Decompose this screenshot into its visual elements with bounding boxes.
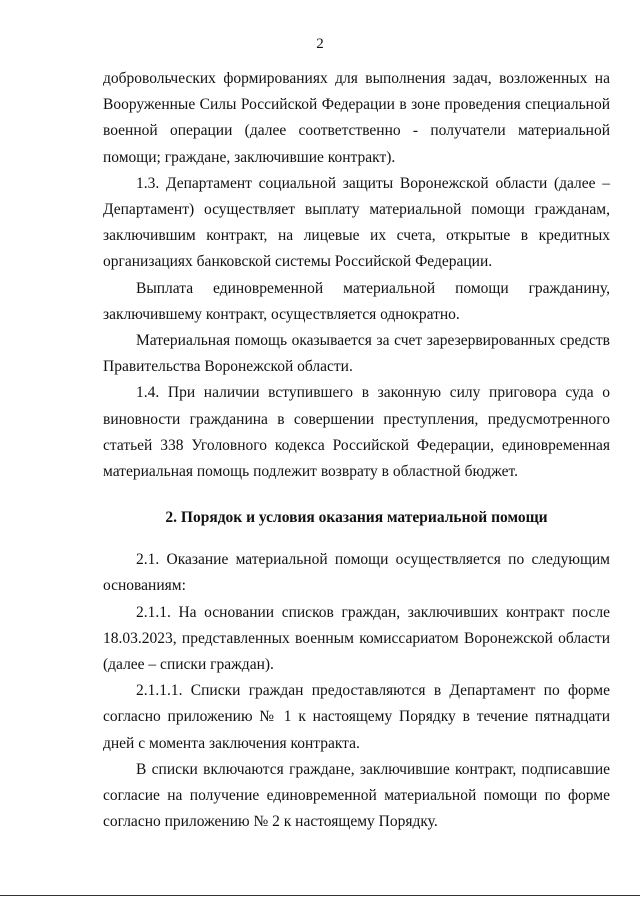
bottom-divider bbox=[0, 895, 640, 896]
section-heading: 2. Порядок и условия оказания материальной помощи bbox=[165, 509, 548, 527]
paragraph-1-3: 1.3. Департамент социальной защиты Воронежской области (далее – Департамент) осуществляет выплату материальной помощи гражданам, заключившим контракт, на лицевые их счета, открытые в кредитных организациях банковской системы Российской Федерации. bbox=[103, 174, 610, 271]
page-number: 2 bbox=[316, 36, 324, 52]
paragraph-2-1-1: 2.1.1. На основании списков граждан, заключивших контракт после 18.03.2023, представленных военным комиссариатом Воронежской области (далее – списки граждан). bbox=[103, 603, 610, 674]
paragraph-lump-sum-payment: Выплата единовременной материальной помощи гражданину, заключившему контракт, осуществляется однократно. bbox=[103, 279, 610, 323]
paragraph-1-4: 1.4. При наличии вступившего в законную силу приговора суда о виновности гражданина в совершении преступления, предусмотренного статьей 338 Уголовного кодекса Российской Федерации, единовременная материальная помощь подлежит возврату в областной бюджет. bbox=[103, 384, 610, 481]
document-body bbox=[103, 66, 610, 835]
paragraph-continuation: добровольческих формированиях для выполнения задач, возложенных на Вооруженные Силы Российской Федерации в зоне проведения специальной военной операции (далее соответственно - получатели материальной помощи; граждане, заключившие контракт). bbox=[103, 70, 610, 166]
paragraph-2-1: 2.1. Оказание материальной помощи осуществляется по следующим основаниям: bbox=[103, 551, 610, 595]
paragraph-reserved-funds: Материальная помощь оказывается за счет зарезервированных средств Правительства Воронежской области. bbox=[103, 332, 610, 376]
paragraph-list-inclusion: В списки включаются граждане, заключившие контракт, подписавшие согласие на получение единовременной материальной помощи по форме согласно приложению № 2 к настоящему Порядку. bbox=[103, 760, 610, 831]
paragraph-2-1-1-1: 2.1.1.1. Списки граждан предоставляются в Департамент по форме согласно приложению № 1 к настоящему Порядку в течение пятнадцати дней с момента заключения контракта. bbox=[103, 682, 610, 752]
